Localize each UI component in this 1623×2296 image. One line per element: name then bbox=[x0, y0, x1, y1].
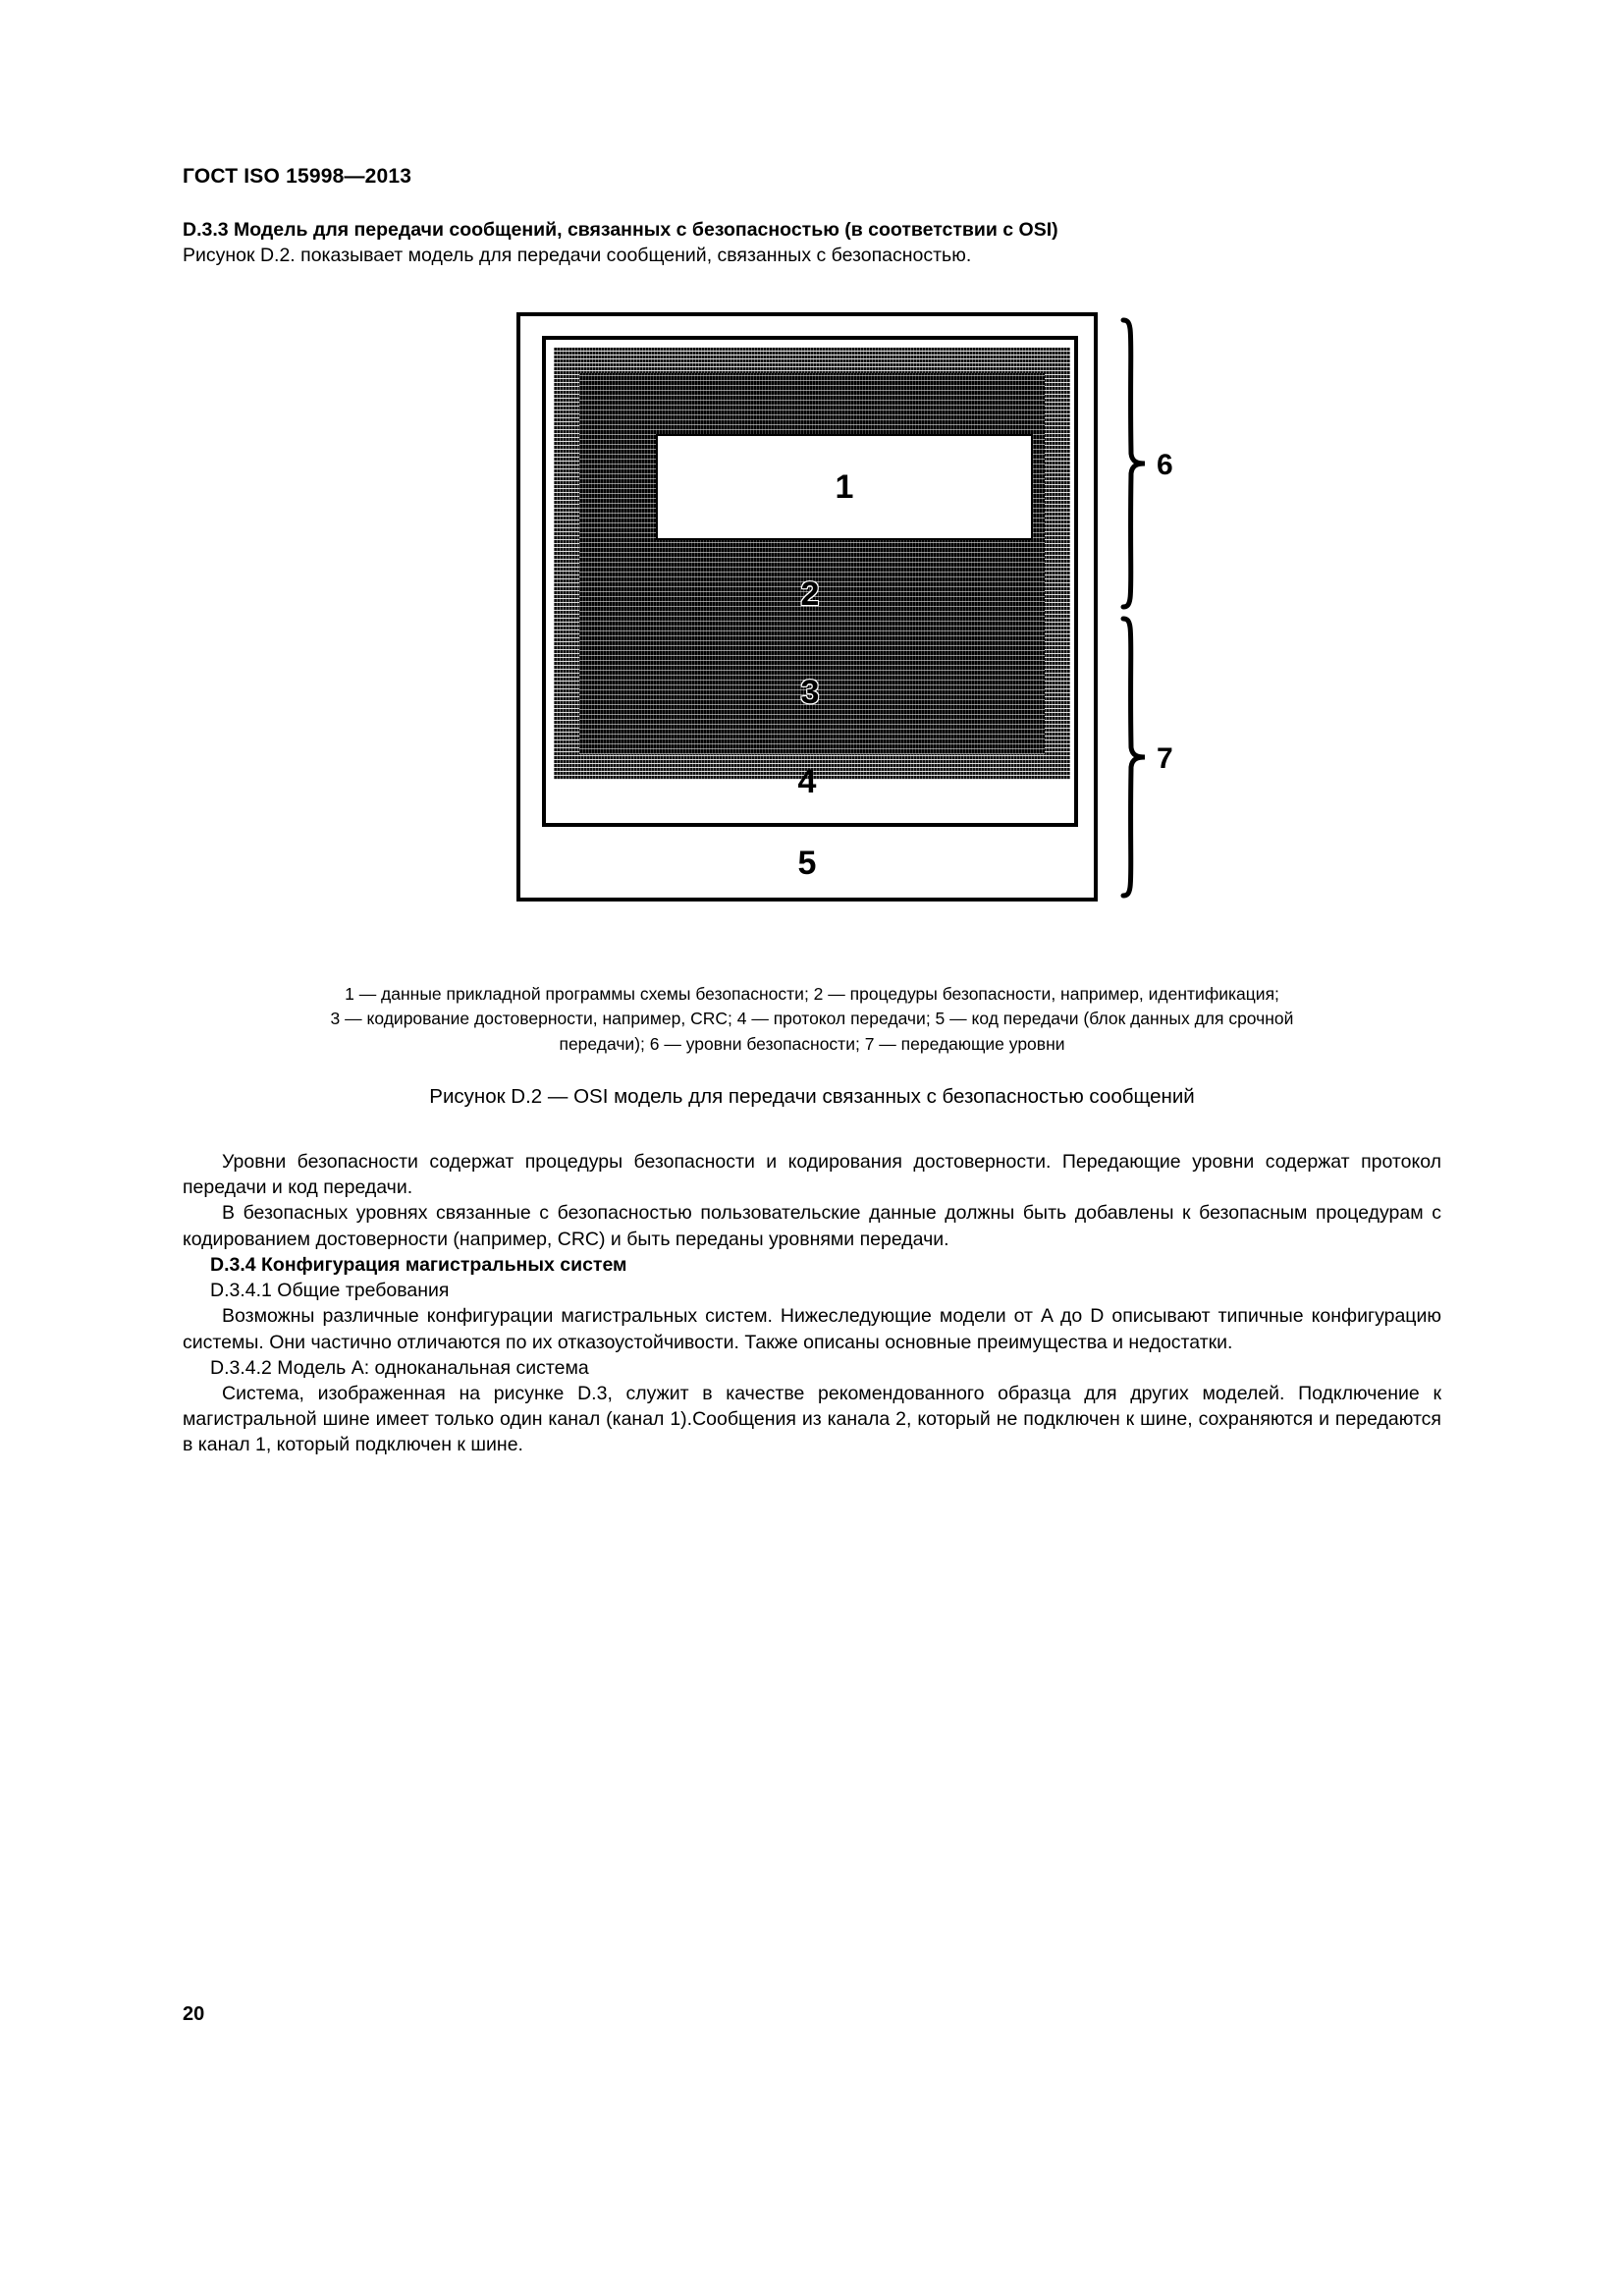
document-header: ГОСТ ISO 15998—2013 bbox=[183, 165, 412, 188]
subsection-heading-d341: D.3.4.1 Общие требования bbox=[210, 1280, 450, 1302]
figure-label-5-wrap bbox=[520, 845, 1094, 883]
paragraph-4: Система, изображенная на рисунке D.3, служит в качестве рекомендованного образца для других моделей. Подключение к магистральной шине имеет только один канал (канал 1).Сообщения из канала 2, который не подключен к шине, сохраняются и передаются в канал 1, который подключен к шине. bbox=[183, 1382, 1441, 1456]
figure-label-3: 3 bbox=[800, 674, 820, 711]
paragraph-3: Возможны различные конфигурации магистральных систем. Нижеследующие модели от A до D описывают типичные конфигурацию системы. Они частично отличаются по их отказоустойчивости. Также описаны основные преимущества и недостатки. bbox=[183, 1305, 1441, 1353]
figure-legend-line-1: 1 — данные прикладной программы схемы безопасности; 2 — процедуры безопасности, например, идентификация; bbox=[345, 984, 1279, 1004]
section-heading: D.3.3 Модель для передачи сообщений, связанных с безопасностью (в соответствии с OSI) bbox=[183, 219, 1058, 241]
figure-legend-line-3: передачи); 6 — уровни безопасности; 7 — передающие уровни bbox=[559, 1033, 1065, 1054]
figure-outer-box bbox=[516, 312, 1098, 902]
figure-label-1: 1 bbox=[835, 467, 854, 506]
section-intro: Рисунок D.2. показывает модель для передачи сообщений, связанных с безопасностью. bbox=[183, 244, 972, 266]
page-number: 20 bbox=[183, 2003, 205, 2025]
figure-label-3-wrap bbox=[546, 674, 1074, 712]
figure-brace-6 bbox=[1115, 316, 1173, 611]
paragraph-2: В безопасных уровнях связанные с безопасностью пользовательские данные должны быть добавлены к безопасным процедурам с кодированием достоверности (например, CRC) и быть переданы уровнями передачи. bbox=[183, 1202, 1441, 1250]
figure-label-4: 4 bbox=[797, 763, 817, 800]
figure-label-2: 2 bbox=[800, 575, 820, 613]
figure-hatch-outer bbox=[554, 348, 1070, 780]
figure-legend bbox=[183, 982, 1441, 1057]
figure-label-5: 5 bbox=[797, 845, 817, 882]
figure-brace-7 bbox=[1115, 615, 1173, 900]
section-block bbox=[183, 218, 1441, 269]
paragraph-1: Уровни безопасности содержат процедуры безопасности и кодирования достоверности. Передающие уровни содержат протокол передачи и код передачи. bbox=[183, 1151, 1441, 1199]
figure-label-2-wrap bbox=[546, 575, 1074, 614]
body-text bbox=[183, 1149, 1441, 1458]
figure-d2 bbox=[183, 295, 1441, 923]
figure-label-6: 6 bbox=[1157, 449, 1173, 481]
figure-caption: Рисунок D.2 — OSI модель для передачи связанных с безопасностью сообщений bbox=[429, 1085, 1195, 1108]
figure-layer-4-box bbox=[542, 336, 1078, 827]
figure-label-4-wrap bbox=[520, 763, 1094, 801]
figure-layer-1-box bbox=[656, 434, 1033, 540]
figure-legend-line-2: 3 — кодирование достоверности, например, CRC; 4 — протокол передачи; 5 — код передачи (блок данных для срочной bbox=[330, 1009, 1294, 1029]
figure-label-7: 7 bbox=[1157, 742, 1173, 775]
subsection-heading-d34: D.3.4 Конфигурация магистральных систем bbox=[210, 1253, 627, 1276]
subsection-heading-d342: D.3.4.2 Модель A: одноканальная система bbox=[210, 1356, 589, 1379]
